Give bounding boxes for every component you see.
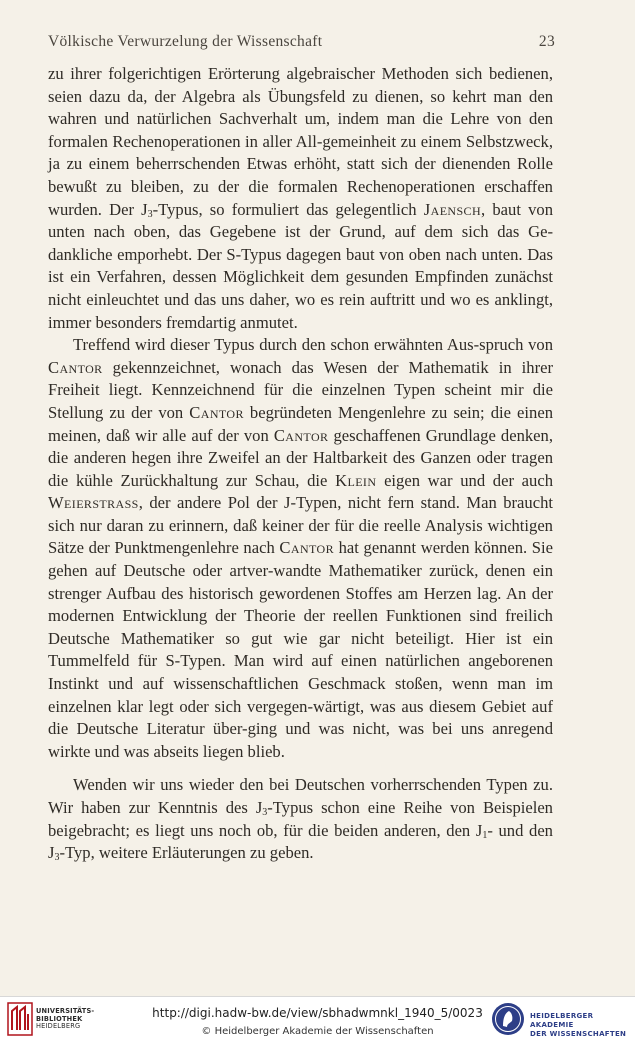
academy-wordmark: HEIDELBERGER AKADEMIE DER WISSENSCHAFTEN	[530, 1012, 627, 1038]
subscript: 3	[147, 208, 153, 220]
text-line: abseits liegen blieb.	[153, 741, 285, 761]
text-line: spruch von	[479, 335, 554, 355]
text-line: Empfinden zunächst nicht einleuchtet und das uns daher, wo es	[48, 267, 554, 309]
subscript: 1	[482, 829, 488, 841]
text-line: zu der die formalen Rechenoperationen erschaffen wurden. Der	[48, 176, 553, 219]
text-line: -Typus, so formuliert das gelegentlich	[152, 199, 424, 219]
text-line: von Beispielen beigebracht; es liegt uns noch ob, für die beiden	[48, 798, 553, 840]
text-line: ein Tummelfeld für S-Typen. Man wird auf einen natürlichen	[48, 628, 553, 671]
text-line: dankliche emporhebt. Der S-Typus dagegen baut von oben nach	[48, 244, 477, 264]
copyright-notice: © Heidelberger Akademie der Wissenschaften	[201, 1026, 434, 1037]
text-line: Entwicklung der Theorie der reellen Funktionen sind freilich	[122, 606, 553, 626]
text-line: hat	[334, 538, 359, 558]
running-header	[48, 33, 555, 55]
text-line: , baut von unten	[48, 199, 553, 242]
text-line: nach oben, das Gegebene ist der Grund, auf dem sich das Ge-	[93, 222, 553, 242]
body-text	[48, 63, 553, 865]
text-line: Typen zu. Wir haben zur Kenntnis des J	[48, 775, 553, 817]
text-line: zu ihrer folgerichtigen Erörterung algebraischer Methoden sich	[48, 64, 483, 83]
academy-seal-icon	[491, 1002, 525, 1036]
text-line: anmutet.	[240, 312, 298, 332]
text-line: - und den J	[48, 820, 553, 863]
text-line: gemeinheit zu einem Selbstzweck, ja zu einem beherrschenden	[48, 131, 553, 174]
author-name: Jaensch	[423, 199, 482, 219]
text-line: historisch gewordenen Stoffes am Herzen lag. An der modernen	[48, 583, 553, 626]
text-line: wärtigt, was aus diesem Gebiet auf die Deutsche Literatur über-	[48, 696, 553, 739]
viewer-footer	[0, 996, 635, 1043]
text-line: Zurückhaltung zur Schau, die	[120, 470, 336, 490]
text-line: von	[243, 425, 274, 445]
paragraph-2	[48, 334, 553, 763]
text-line: Typen scheint mir die Stellung zu der von	[48, 380, 553, 422]
text-line: Etwas erhöht, statt sich der dienenden Rolle bewußt zu bleiben,	[48, 154, 553, 196]
text-line: rein auftritt und wo es anklingt, immer besonders fremdartig	[48, 289, 553, 332]
author-name: Cantor	[48, 357, 103, 377]
text-line: begründeten	[243, 402, 332, 422]
running-title: Völkische Verwurzelung der Wissenschaft	[48, 33, 323, 50]
text-line: anderen, den J	[383, 820, 483, 840]
text-line: , der andere Pol der J-Typen, nicht fern stand. Man	[138, 493, 497, 513]
text-line: wandte Mathematiker zurück, denen ein strenger Aufbau des	[48, 561, 553, 603]
permalink[interactable]: http://digi.hadw-bw.de/view/sbhadwmnkl_1940_5/0023	[152, 1006, 483, 1020]
text-line: Mathematik in ihrer Freiheit liegt. Kennzeichnend für die einzelnen	[48, 357, 553, 400]
author-name: Weierstrass	[48, 493, 139, 513]
text-line: genannt werden können. Sie gehen auf Deutsche oder artver-	[48, 538, 554, 581]
text-line: Mengenlehre zu sein; die einen meinen, daß wir alle auf der	[48, 402, 553, 445]
text-line: Wenden wir uns wieder den bei Deutschen vorherrschenden	[73, 775, 482, 795]
paragraph-3	[48, 774, 553, 864]
text-line: eigen war und der auch	[376, 470, 553, 490]
text-line: -Typus schon eine Reihe	[267, 798, 443, 817]
text-line: geschaffenen Grundlage denken, die anderen hegen	[48, 425, 553, 468]
text-line: ging und was nicht, was bei uns anregend wirkte und was	[48, 719, 553, 761]
author-name: Cantor	[189, 402, 244, 422]
text-line: -Typ, weitere Erläuterungen zu geben.	[59, 843, 314, 863]
text-line: gekennzeichnet, wonach das Wesen der	[102, 357, 399, 377]
author-name: Klein	[335, 470, 377, 490]
page-number: 23	[538, 33, 555, 50]
subscript: 3	[262, 807, 268, 818]
text-line: man die Lehre von den formalen Rechenoperationen in aller All-	[48, 109, 553, 151]
paragraph-1	[48, 63, 553, 334]
subscript: 3	[54, 852, 60, 864]
text-line: Treffend wird dieser Typus durch den schon erwähnten Aus-	[73, 335, 480, 355]
text-line: ihre Zweifel an der Haltbarkeit des Ganzen oder tragen die kühle	[48, 448, 553, 490]
text-line: stoßen, wenn man im einzelnen klar legt oder sich vergegen-	[48, 674, 553, 716]
text-line: Analysis wichtigen Sätze der Punktmengenlehre nach	[48, 515, 553, 558]
author-name: Cantor	[273, 425, 329, 445]
text-line: unten. Das ist ein Verfahren, dessen Möglichkeit dem gesunden	[48, 244, 553, 287]
university-library-wordmark: UNIVERSITÄTS- BIBLIOTHEK HEIDELBERG	[36, 1007, 95, 1031]
author-name: Cantor	[279, 538, 334, 558]
text-line: Deutsche Mathematiker so gut wie gar nicht beteiligt. Hier ist	[48, 628, 522, 648]
text-line: braucht sich nur daran zu erinnern, daß keiner der für die reelle	[48, 493, 553, 535]
text-line: bedienen, seien dazu da, der Algebra als Übungsfeld zu dienen,	[48, 64, 553, 106]
text-line: angeborenen Instinkt und auf wissenschaftlichen Geschmack	[48, 651, 553, 694]
text-line: J	[141, 199, 148, 219]
text-line: so kehrt man den wahren und natürlichen Sachverhalt um, indem	[48, 86, 553, 129]
